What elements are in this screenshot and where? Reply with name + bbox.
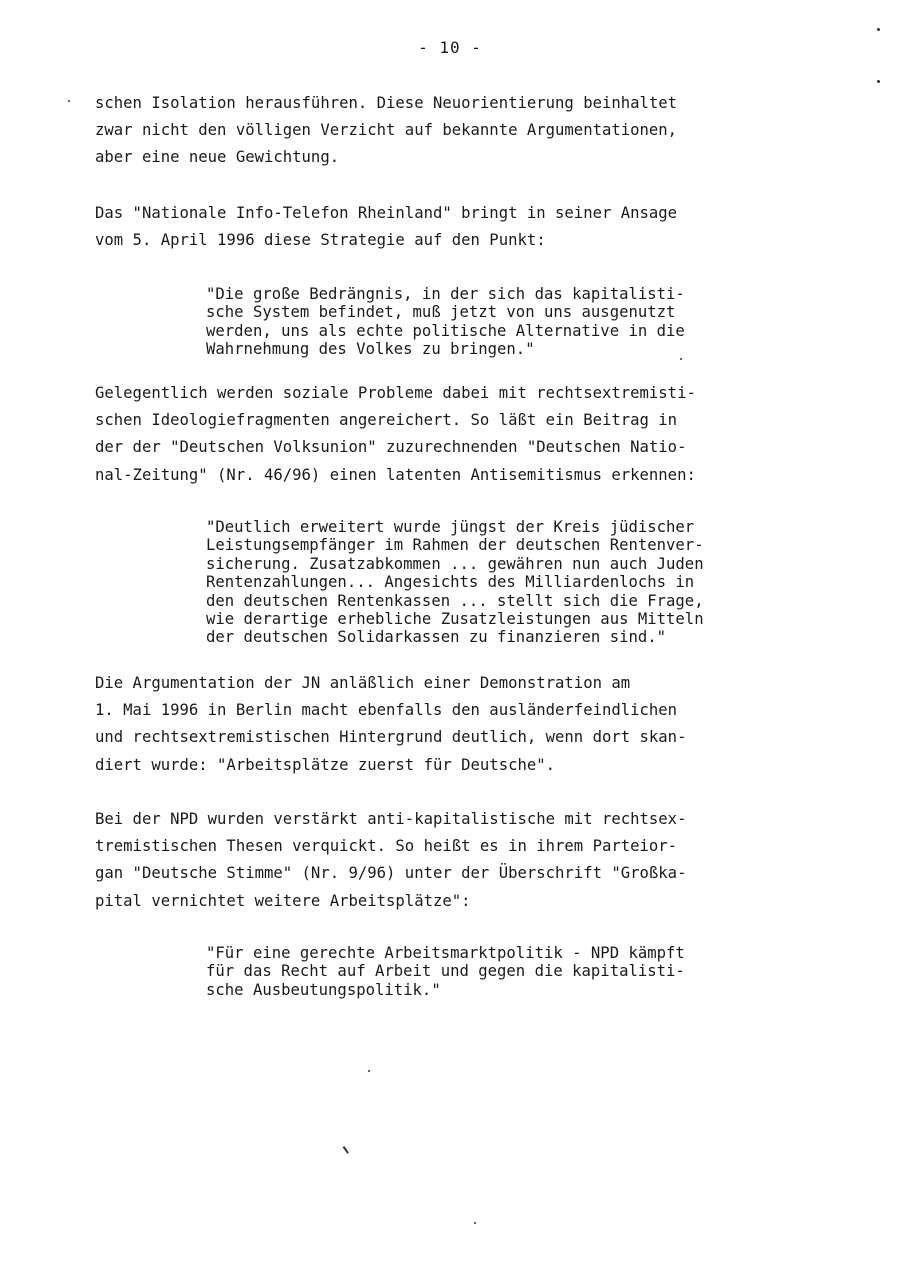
paragraph-info-telefon: Das "Nationale Info-Telefon Rheinland" bringt in seiner Ansage vom 5. April 1996 diese Strategie auf den Punkt: <box>95 204 678 250</box>
scan-speck <box>877 28 880 31</box>
paragraph-npd: Bei der NPD wurden verstärkt anti-kapitalistische mit rechtsex- tremistischen Thesen verquickt. So heißt es in ihrem Parteior- gan "Deutsche Stimme" (Nr. 9/96) unter der Überschrift "Großka- pital vernichtet weitere Arbeitsplätze": <box>95 810 687 910</box>
scan-mark <box>343 1146 349 1153</box>
quote-info-telefon: "Die große Bedrängnis, in der sich das kapitalisti- sche System befindet, muß jetzt von uns ausgenutzt werden, uns als echte politische Alternative in die Wahrnehmung des Volkes zu bringen." <box>206 285 685 359</box>
scan-speck <box>680 358 682 360</box>
scan-speck <box>368 1070 370 1072</box>
paragraph-jn-demonstration: Die Argumentation der JN anläßlich einer Demonstration am 1. Mai 1996 in Berlin macht ebenfalls den ausländerfeindlichen und rechtsextremistischen Hintergrund deutlich, wenn dort skan- diert wurde: "Arbeitsplätze zuerst für Deutsche". <box>95 674 687 774</box>
paragraph-social-problems: Gelegentlich werden soziale Probleme dabei mit rechtsextremisti- schen Ideologiefragmenten angereichert. So läßt ein Beitrag in der der "Deutschen Volksunion" zuzurechnenden "Deutschen Natio- nal-Zeitung" (Nr. 46/96) einen latenten Antisemitismus erkennen: <box>95 384 696 484</box>
scan-speck <box>474 1222 476 1224</box>
quote-deutsche-stimme: "Für eine gerechte Arbeitsmarktpolitik - NPD kämpft für das Recht auf Arbeit und gegen die kapitalisti- sche Ausbeutungspolitik." <box>206 944 685 999</box>
quote-national-zeitung: "Deutlich erweitert wurde jüngst der Kreis jüdischer Leistungsempfänger im Rahmen der deutschen Rentenver- sicherung. Zusatzabkommen ... gewähren nun auch Juden Rentenzahlungen... Angesichts des Milliardenlochs in den deutschen Rentenkassen ... stellt sich die Frage, wie derartige erhebliche Zusatzleistungen aus Mitteln der deutschen Solidarkassen zu finanzieren sind." <box>206 518 704 647</box>
paragraph-isolation: schen Isolation herausführen. Diese Neuorientierung beinhaltet zwar nicht den völligen Verzicht auf bekannte Argumentationen, aber eine neue Gewichtung. <box>95 94 678 167</box>
scan-speck <box>877 80 880 83</box>
page-number: - 10 - <box>418 38 482 57</box>
scan-speck <box>68 100 70 102</box>
